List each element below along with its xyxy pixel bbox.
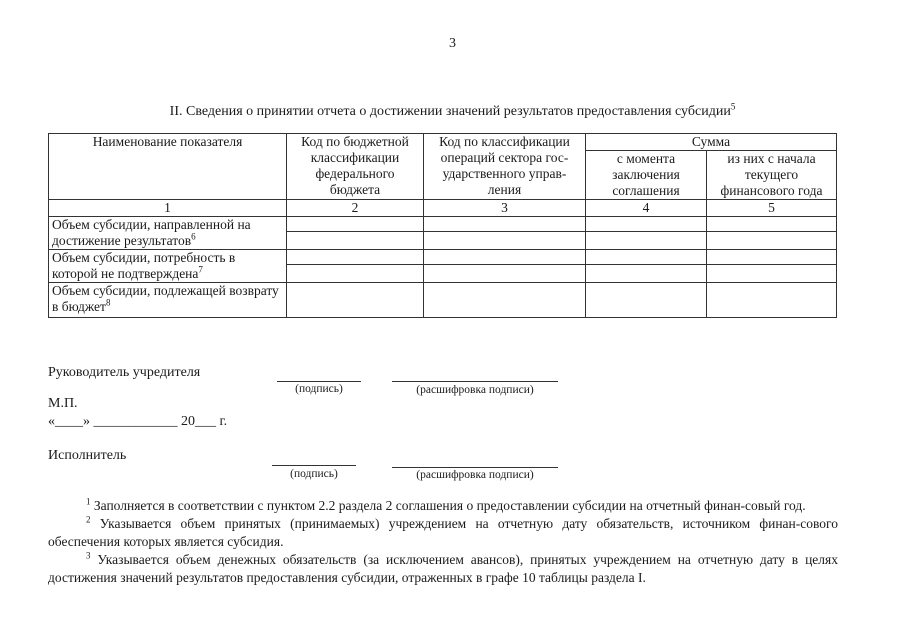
table-cell[interactable] (586, 232, 707, 250)
column-numbers-row (49, 200, 837, 217)
head-signature-caption: (подпись) (295, 383, 343, 395)
table-cell[interactable] (287, 283, 424, 318)
header-sum: Сумма (586, 134, 837, 151)
row-label: Объем субсидии, потребность в которой не подтверждена$^7$ (49, 250, 287, 283)
table-cell[interactable] (424, 283, 586, 318)
column-number: 3 (424, 200, 586, 217)
column-number: 4 (586, 200, 707, 217)
head-decoding-line[interactable] (392, 381, 558, 382)
table-cell[interactable] (424, 265, 586, 283)
table-cell[interactable] (707, 232, 837, 250)
page-number: 3 (449, 36, 456, 51)
table-cell[interactable] (586, 217, 707, 232)
section-title-text: II. Сведения о принятии отчета о достижении значений результатов предоставления субсидии (169, 104, 731, 119)
table-cell[interactable] (424, 250, 586, 265)
row-label: Объем субсидии, направленной на достижение результатов$^6$ (49, 217, 287, 250)
table-cell[interactable] (424, 217, 586, 232)
footnote: $^2$ Указывается объем принятых (принимаемых) учреждением на отчетную дату обязательств, источником финан-сового обеспечения которых является субсидия. (48, 514, 838, 549)
header-operation-code: Код по классификации операций сектора гос-ударственного управ-ления (424, 134, 586, 200)
table-cell[interactable] (287, 250, 424, 265)
table-cell[interactable] (586, 283, 707, 318)
executor-signature-line[interactable] (272, 465, 356, 466)
table-cell[interactable] (586, 250, 707, 265)
row-footnote-mark: 7 (198, 264, 203, 275)
table-cell[interactable] (287, 217, 424, 232)
head-signature-line[interactable] (277, 381, 361, 382)
executor-decoding-caption: (расшифровка подписи) (416, 469, 534, 481)
table-row (49, 217, 837, 232)
table-cell[interactable] (707, 250, 837, 265)
head-label: Руководитель учредителя (48, 365, 201, 380)
row-footnote-mark: 8 (105, 297, 111, 308)
row-label: Объем субсидии, подлежащей возврату в бюджет$^8$ (49, 283, 287, 318)
table-cell[interactable] (707, 217, 837, 232)
table-cell[interactable] (424, 232, 586, 250)
section-title (0, 101, 905, 120)
executor-label: Исполнитель (48, 448, 127, 463)
section-title-footnote-mark: 5 (730, 101, 736, 112)
footnote: $^3$ Указывается объем денежных обязательств (за исключением авансов), принятых учреждением на отчетную дату в целях достижения значений результатов предоставления субсидии, отраженных в графе 10 таблицы раздела I. (48, 550, 838, 585)
report-table (48, 133, 837, 318)
footnote-mark: 2 (86, 514, 91, 525)
table-row (49, 250, 837, 265)
row-footnote-mark: 6 (191, 231, 196, 242)
table-cell[interactable] (707, 265, 837, 283)
column-number: 1 (49, 200, 287, 217)
footnote-mark: 1 (86, 496, 91, 507)
column-number: 5 (707, 200, 837, 217)
table-row (49, 283, 837, 318)
column-number: 2 (287, 200, 424, 217)
header-indicator-name: Наименование показателя (49, 134, 287, 200)
executor-decoding-line[interactable] (392, 467, 558, 468)
table-cell[interactable] (287, 265, 424, 283)
table-cell[interactable] (287, 232, 424, 250)
header-since-agreement: с момента заключения соглашения (586, 151, 707, 200)
header-budget-code: Код по бюджетной классификации федерального бюджета (287, 134, 424, 200)
footnote-mark: 3 (86, 550, 91, 561)
footnote: $^1$ Заполняется в соответствии с пунктом 2.2 раздела 2 соглашения о предоставлении субсидии на отчетный финан-совый год. (86, 496, 806, 513)
footnotes (48, 497, 838, 587)
table-cell[interactable] (707, 283, 837, 318)
header-since-year-start: из них с начала текущего финансового года (707, 151, 837, 200)
date-line: «____» ____________ 20___ г. (48, 414, 228, 429)
executor-signature-caption: (подпись) (290, 468, 338, 480)
seal-label: М.П. (48, 396, 78, 411)
table-cell[interactable] (586, 265, 707, 283)
head-decoding-caption: (расшифровка подписи) (416, 384, 534, 396)
